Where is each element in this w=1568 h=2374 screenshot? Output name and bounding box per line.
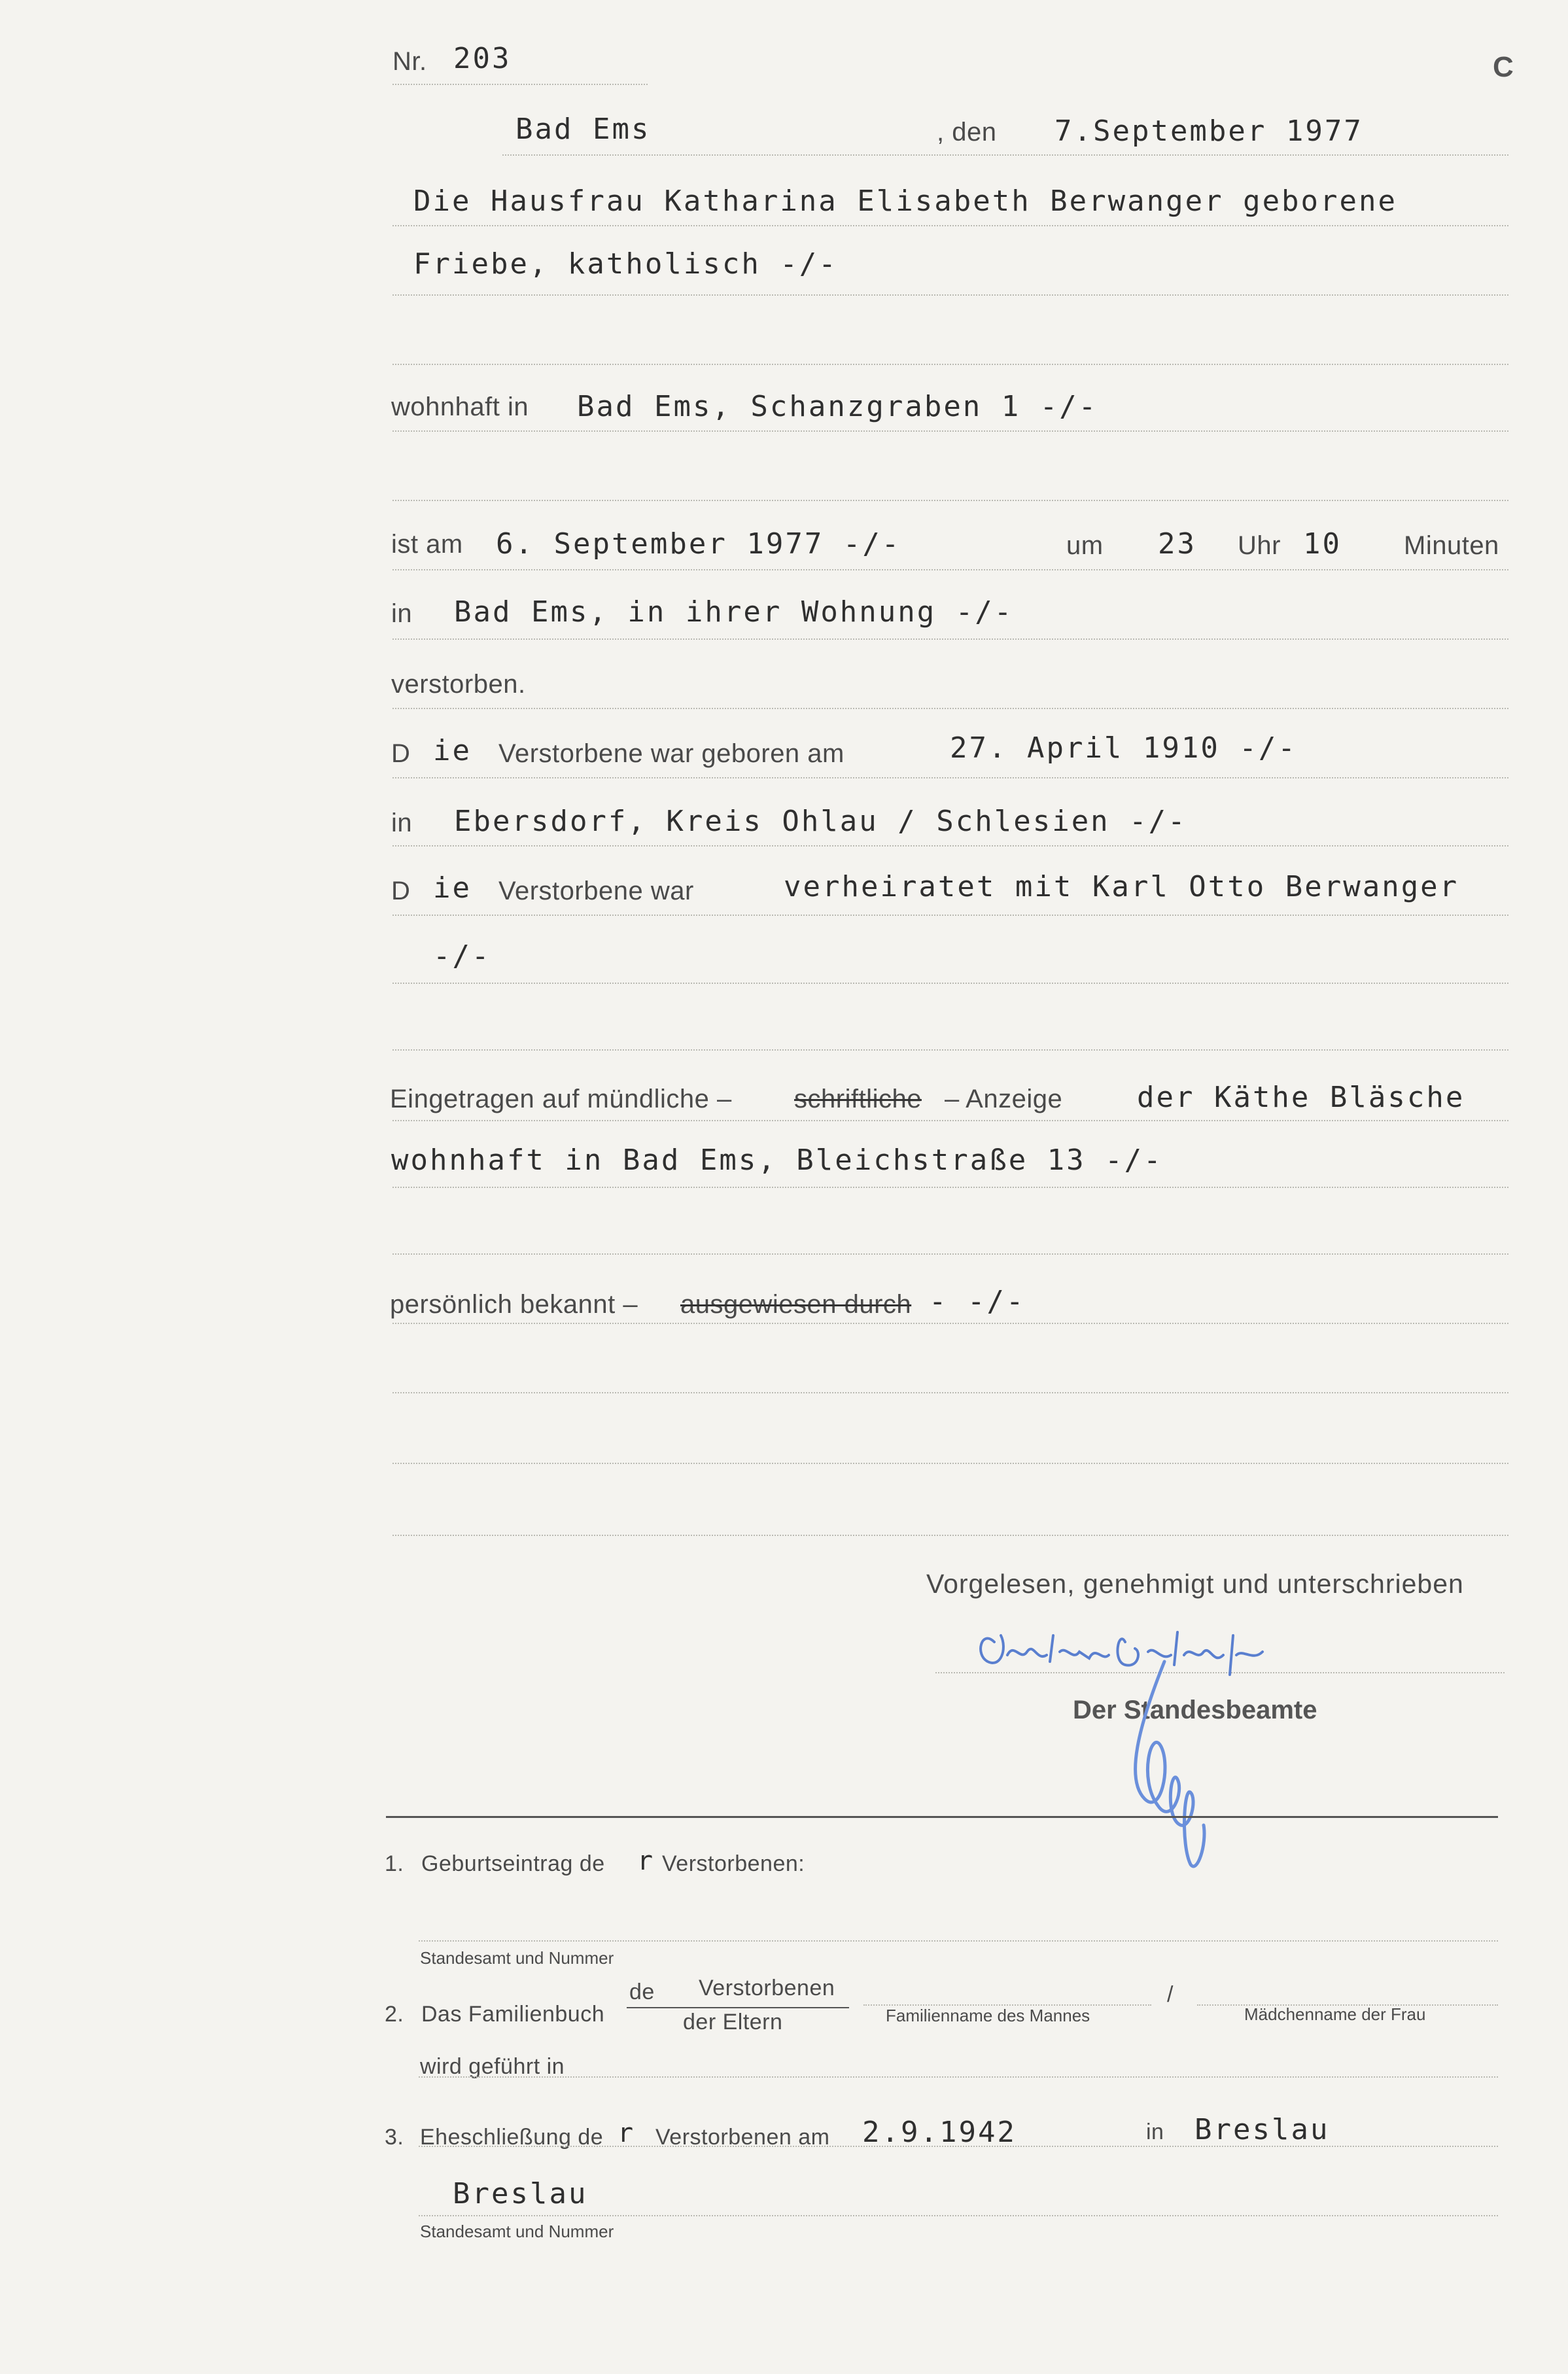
nr-value: 203 [453, 42, 512, 75]
rule [419, 2076, 1498, 2078]
rule [392, 777, 1508, 778]
birth-place: Ebersdorf, Kreis Ohlau / Schlesien -/- [454, 805, 1187, 838]
death-uhr-label: Uhr [1238, 531, 1281, 560]
rule [392, 430, 1508, 432]
rule [392, 915, 1508, 916]
rule [392, 1535, 1508, 1536]
rule [392, 1463, 1508, 1464]
death-am-label: ist am [391, 530, 463, 559]
death-minute: 10 [1303, 527, 1342, 561]
rule [1197, 2004, 1498, 2006]
rule [392, 294, 1508, 296]
place-date-line [502, 154, 1508, 156]
nr-line [392, 84, 648, 85]
birth-date: 27. April 1910 -/- [950, 731, 1297, 765]
item2-number: 2. [385, 2002, 404, 2027]
rule [392, 364, 1508, 365]
date-value: 7.September 1977 [1054, 114, 1363, 148]
item1-label: Geburtseintrag de [421, 1851, 605, 1876]
item3-place: Breslau [1194, 2113, 1330, 2146]
death-minuten-label: Minuten [1404, 531, 1499, 560]
birth-article: ie [433, 734, 472, 767]
identity-value: - -/- [929, 1285, 1026, 1318]
rule [392, 1049, 1508, 1051]
footer-divider [386, 1816, 1498, 1818]
item2-line2: wird geführt in [420, 2054, 565, 2079]
marital-label: Verstorbene war [498, 877, 694, 905]
item2-fraction-bottom: der Eltern [683, 2010, 783, 2034]
registrar-signature [1099, 1649, 1230, 1884]
read-approved-text: Vorgelesen, genehmigt und unterschrieben [926, 1569, 1464, 1599]
item2-slash: / [1167, 1982, 1174, 2007]
birth-label: Verstorbene war geboren am [498, 739, 845, 768]
item2-label: Das Familienbuch [421, 2002, 605, 2027]
item3-letter: r [618, 2118, 636, 2148]
corner-letter: C [1493, 51, 1514, 83]
item3-date: 2.9.1942 [862, 2116, 1017, 2149]
rule [392, 708, 1508, 709]
item1-sub: Standesamt und Nummer [420, 1948, 614, 1968]
item3-label: Eheschließung de [420, 2125, 604, 2150]
rule [392, 569, 1508, 570]
report-label-a: Eingetragen auf mündliche – [390, 1085, 732, 1113]
deceased-line2: Friebe, katholisch -/- [413, 247, 838, 281]
rule [419, 1940, 1498, 1942]
item3-sub: Standesamt und Nummer [420, 2222, 614, 2241]
rule [419, 2215, 1498, 2216]
report-struck: schriftliche [794, 1085, 922, 1113]
identity-struck: ausgewiesen durch [680, 1290, 912, 1319]
rule [863, 2004, 1151, 2006]
item2-fraction-bar [627, 2007, 849, 2008]
death-um-label: um [1066, 531, 1104, 560]
item3-rest: Verstorbenen am [655, 2125, 830, 2150]
place-value: Bad Ems [515, 113, 651, 146]
report-value-line1: der Käthe Bläsche [1137, 1081, 1465, 1114]
death-in-label: in [391, 599, 413, 628]
rule [392, 845, 1508, 847]
marital-prefix-d: D [391, 877, 411, 905]
death-date: 6. September 1977 -/- [496, 527, 901, 561]
identity-label: persönlich bekannt – [390, 1290, 638, 1319]
residence-value: Bad Ems, Schanzgraben 1 -/- [577, 390, 1098, 423]
rule [392, 1323, 1508, 1324]
death-hour: 23 [1158, 527, 1196, 561]
rule [419, 2146, 1498, 2147]
rule [392, 1187, 1508, 1188]
marital-article: ie [433, 871, 472, 905]
rule [392, 638, 1508, 640]
marital-value-line1: verheiratet mit Karl Otto Berwanger [784, 870, 1459, 903]
item1-number: 1. [385, 1851, 404, 1876]
verstorben-label: verstorben. [391, 670, 526, 699]
item2-de: de [629, 1980, 655, 2004]
item2-fraction-top: Verstorbenen [699, 1976, 835, 2000]
rule [392, 1392, 1508, 1393]
rule [392, 1120, 1508, 1121]
deceased-line1: Die Hausfrau Katharina Elisabeth Berwanger geborene [413, 184, 1398, 218]
rule [392, 225, 1508, 226]
marital-value-line2: -/- [433, 939, 491, 973]
den-label: , den [937, 118, 997, 147]
item3-office: Breslau [453, 2177, 588, 2210]
residence-label: wohnhaft in [391, 393, 529, 421]
nr-label: Nr. [392, 47, 427, 76]
item3-number: 3. [385, 2125, 404, 2150]
registrar-stamp: Der Standesbeamte [1073, 1696, 1317, 1724]
item1-rest: Verstorbenen: [662, 1851, 805, 1876]
rule [392, 1253, 1508, 1255]
report-label-b: – Anzeige [945, 1085, 1063, 1113]
item3-in: in [1146, 2120, 1164, 2144]
item1-letter: r [637, 1846, 655, 1876]
report-value-line2: wohnhaft in Bad Ems, Bleichstraße 13 -/- [391, 1143, 1163, 1177]
rule [392, 983, 1508, 984]
death-place: Bad Ems, in ihrer Wohnung -/- [454, 595, 1014, 629]
item2-husband-label: Familienname des Mannes [886, 2006, 1090, 2025]
rule [392, 500, 1508, 501]
item2-wife-label: Mädchenname der Frau [1244, 2004, 1426, 2024]
birth-prefix-d: D [391, 739, 411, 768]
birth-in-label: in [391, 809, 413, 837]
